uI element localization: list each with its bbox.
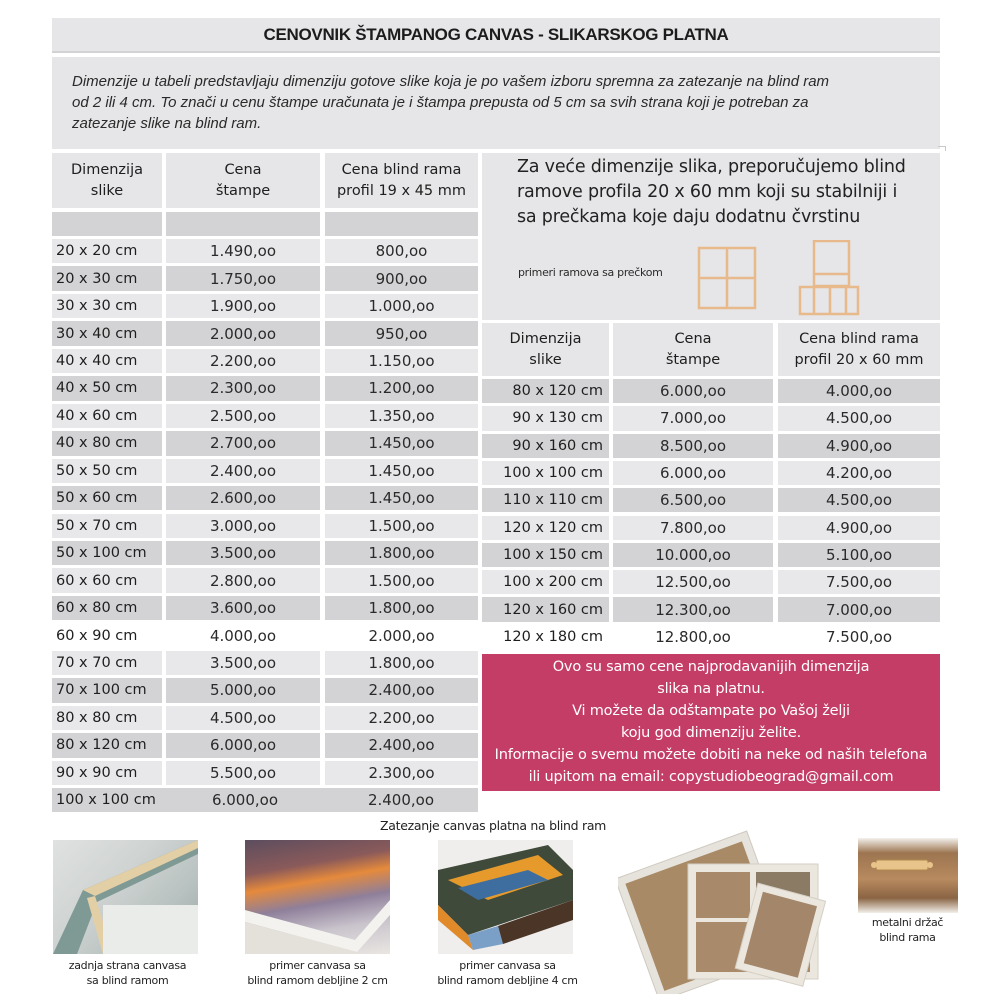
print-price-cell: 2.800,oo (166, 568, 320, 592)
dimension-cell: 50 x 60 cm (52, 486, 162, 510)
right-header-frame-price (778, 323, 940, 376)
frame-price-cell: 1.800,oo (325, 596, 478, 620)
print-price-cell: 10.000,oo (613, 543, 773, 567)
dimension-cell: 100 x 100 cm (52, 788, 170, 812)
canvas-back-image (53, 840, 198, 954)
frame-price-cell: 950,oo (325, 321, 478, 345)
left-blank-cell (52, 212, 162, 236)
metal-hanger-image (858, 838, 958, 913)
frames-caption: primeri ramova sa prečkom (518, 266, 663, 279)
notice-box (482, 654, 940, 791)
print-price-cell: 12.800,oo (613, 625, 773, 649)
frame-price-cell: 7.000,oo (778, 597, 940, 621)
caption-line: blind ramom debljine 2 cm (247, 974, 388, 987)
dimension-cell: 40 x 60 cm (52, 404, 162, 428)
print-price-cell: 3.600,oo (166, 596, 320, 620)
caption-canvas-2cm (230, 958, 405, 988)
corner-mark (938, 146, 946, 151)
header-line: slike (90, 182, 124, 199)
intro-line: Dimenzije u tabeli predstavljaju dimenziju gotove slike koja je po vašem izboru spremna za zatezanje na blind ram (72, 73, 830, 90)
print-price-cell: 2.500,oo (166, 404, 320, 428)
header-line: štampe (665, 351, 721, 368)
left-header-dimension (52, 153, 162, 208)
frame-price-cell: 4.500,oo (778, 488, 940, 512)
dimension-cell: 30 x 40 cm (52, 321, 162, 345)
print-price-cell: 1.900,oo (166, 294, 320, 318)
print-price-cell: 12.500,oo (613, 570, 773, 594)
caption-canvas-4cm (420, 958, 595, 988)
canvas-2cm-image (245, 840, 390, 954)
left-header-frame-price (325, 153, 478, 208)
dimension-cell: 50 x 100 cm (52, 541, 162, 565)
frame-price-cell: 900,oo (325, 266, 478, 290)
frame-price-cell: 1.500,oo (325, 568, 478, 592)
notice-line: ili upitom na email: copystudiobeograd@gmail.com (528, 769, 894, 785)
header-line: profil 19 x 45 mm (336, 182, 467, 199)
right-header-dimension (482, 323, 609, 376)
metal-hanger-photo (858, 838, 958, 913)
intro-line: od 2 ili 4 cm. To znači u cenu štampe uračunata je i štampa prepusta od 5 cm sa svih strana koji je potreban za (72, 94, 809, 111)
canvas-back-photo (53, 840, 198, 954)
frame-price-cell: 1.450,oo (325, 431, 478, 455)
print-price-cell: 6.000,oo (166, 788, 324, 812)
print-price-cell: 7.000,oo (613, 406, 773, 430)
header-line: slike (529, 351, 562, 368)
print-price-cell: 12.300,oo (613, 597, 773, 621)
frame-price-cell: 2.400,oo (325, 678, 478, 702)
frame-examples-illustration (694, 240, 874, 318)
caption-line: primer canvasa sa (459, 959, 556, 972)
dimension-cell: 50 x 50 cm (52, 459, 162, 483)
blind-frames-photo (618, 822, 833, 994)
dimension-cell: 40 x 40 cm (52, 349, 162, 373)
frame-price-cell: 1.450,oo (325, 486, 478, 510)
intro-text (52, 57, 940, 149)
page-title: CENOVNIK ŠTAMPANOG CANVAS - SLIKARSKOG PLATNA (52, 18, 940, 53)
dimension-cell: 120 x 180 cm (482, 625, 609, 649)
dimension-cell: 80 x 120 cm (482, 379, 609, 403)
dimension-cell: 120 x 120 cm (482, 516, 609, 540)
dimension-cell: 100 x 100 cm (482, 461, 609, 485)
print-price-cell: 3.500,oo (166, 651, 320, 675)
dimension-cell: 40 x 50 cm (52, 376, 162, 400)
frame-price-cell: 1.200,oo (325, 376, 478, 400)
dimension-cell: 40 x 80 cm (52, 431, 162, 455)
print-price-cell: 2.000,oo (166, 321, 320, 345)
recommendation-text (517, 155, 937, 230)
frame-price-cell: 1.000,oo (325, 294, 478, 318)
notice-line: Vi možete da odštampate po Vašoj želji (572, 703, 850, 719)
dimension-cell: 70 x 70 cm (52, 651, 162, 675)
header-line: Dimenzija (509, 330, 582, 347)
header-line: Cena blind rama (341, 161, 462, 178)
print-price-cell: 2.700,oo (166, 431, 320, 455)
header-line: profil 20 x 60 mm (794, 351, 924, 368)
frame-price-cell: 1.800,oo (325, 541, 478, 565)
canvas-2cm-photo (245, 840, 390, 954)
frame-price-cell: 4.500,oo (778, 406, 940, 430)
frame-price-cell: 2.300,oo (325, 761, 478, 785)
dimension-cell: 80 x 120 cm (52, 733, 162, 757)
caption-canvas-back (40, 958, 215, 988)
frame-price-cell: 7.500,oo (778, 570, 940, 594)
print-price-cell: 4.500,oo (166, 706, 320, 730)
dimension-cell: 120 x 160 cm (482, 597, 609, 621)
frame-price-cell: 800,oo (325, 239, 478, 263)
dimension-cell: 60 x 60 cm (52, 568, 162, 592)
print-price-cell: 1.490,oo (166, 239, 320, 263)
notice-line: slika na platnu. (657, 681, 765, 697)
frame-cross-brace-icon (699, 248, 755, 308)
blind-frames-image (618, 822, 833, 994)
left-blank-cell (325, 212, 478, 236)
header-line: Cena (674, 330, 712, 347)
dimension-cell: 110 x 110 cm (482, 488, 609, 512)
frame-price-cell: 1.450,oo (325, 459, 478, 483)
print-price-cell: 1.750,oo (166, 266, 320, 290)
frame-price-cell: 1.150,oo (325, 349, 478, 373)
right-header-print-price (613, 323, 773, 376)
caption-line: sa blind ramom (86, 974, 169, 987)
frame-price-cell: 1.500,oo (325, 514, 478, 538)
frame-price-cell: 5.100,oo (778, 543, 940, 567)
dimension-cell: 100 x 150 cm (482, 543, 609, 567)
caption-line: zadnja strana canvasa (68, 959, 187, 972)
dimension-cell: 20 x 30 cm (52, 266, 162, 290)
notice-line: Informacije o svemu možete dobiti na neke od naših telefona (494, 747, 928, 763)
frame-price-cell: 1.350,oo (325, 404, 478, 428)
notice-line: koju god dimenziju želite. (620, 725, 801, 741)
canvas-4cm-photo (438, 840, 573, 954)
frame-price-cell: 2.400,oo (324, 788, 478, 812)
caption-line: metalni držač (871, 916, 944, 929)
print-price-cell: 6.000,oo (613, 461, 773, 485)
dimension-cell: 20 x 20 cm (52, 239, 162, 263)
dimension-cell: 50 x 70 cm (52, 514, 162, 538)
print-price-cell: 8.500,oo (613, 434, 773, 458)
header-line: Dimenzija (71, 161, 143, 178)
dimension-cell: 60 x 90 cm (52, 623, 162, 647)
left-header-print-price (166, 153, 320, 208)
frame-multi-panel-icon (800, 241, 858, 314)
dimension-cell: 90 x 160 cm (482, 434, 609, 458)
print-price-cell: 7.800,oo (613, 516, 773, 540)
print-price-cell: 2.300,oo (166, 376, 320, 400)
frame-price-cell: 1.800,oo (325, 651, 478, 675)
print-price-cell: 5.500,oo (166, 761, 320, 785)
dimension-cell: 30 x 30 cm (52, 294, 162, 318)
print-price-cell: 6.000,oo (166, 733, 320, 757)
dimension-cell: 60 x 80 cm (52, 596, 162, 620)
frame-price-cell: 4.900,oo (778, 434, 940, 458)
print-price-cell: 3.500,oo (166, 541, 320, 565)
dimension-cell: 100 x 200 cm (482, 570, 609, 594)
print-price-cell: 2.600,oo (166, 486, 320, 510)
dimension-cell: 80 x 80 cm (52, 706, 162, 730)
frame-price-cell: 4.900,oo (778, 516, 940, 540)
frame-price-cell: 2.400,oo (325, 733, 478, 757)
print-price-cell: 2.400,oo (166, 459, 320, 483)
header-line: štampe (215, 182, 271, 199)
intro-line: zatezanje slike na blind ram. (72, 115, 262, 132)
dimension-cell: 90 x 90 cm (52, 761, 162, 785)
caption-line: blind rama (879, 931, 936, 944)
dimension-cell: 70 x 100 cm (52, 678, 162, 702)
frame-price-cell: 4.000,oo (778, 379, 940, 403)
print-price-cell: 4.000,oo (166, 623, 320, 647)
recommendation-line: ramove profila 20 x 60 mm koji su stabilniji i (517, 182, 898, 202)
frame-price-cell: 2.000,oo (325, 623, 478, 647)
canvas-4cm-image (438, 840, 573, 954)
recommendation-line: sa prečkama koje daju dodatnu čvrstinu (517, 207, 861, 227)
left-blank-cell (166, 212, 320, 236)
print-price-cell: 2.200,oo (166, 349, 320, 373)
caption-metal-hanger (845, 915, 970, 945)
print-price-cell: 6.500,oo (613, 488, 773, 512)
frame-price-cell: 2.200,oo (325, 706, 478, 730)
frame-price-cell: 7.500,oo (778, 625, 940, 649)
print-price-cell: 6.000,oo (613, 379, 773, 403)
caption-line: primer canvasa sa (269, 959, 366, 972)
frame-price-cell: 4.200,oo (778, 461, 940, 485)
recommendation-line: Za veće dimenzije slika, preporučujemo blind (517, 157, 906, 177)
gallery-heading: Zatezanje canvas platna na blind ram (380, 818, 607, 833)
print-price-cell: 5.000,oo (166, 678, 320, 702)
notice-line: Ovo su samo cene najprodavanijih dimenzija (552, 659, 870, 675)
header-line: Cena blind rama (799, 330, 919, 347)
header-line: Cena (224, 161, 262, 178)
caption-line: blind ramom debljine 4 cm (437, 974, 578, 987)
dimension-cell: 90 x 130 cm (482, 406, 609, 430)
print-price-cell: 3.000,oo (166, 514, 320, 538)
